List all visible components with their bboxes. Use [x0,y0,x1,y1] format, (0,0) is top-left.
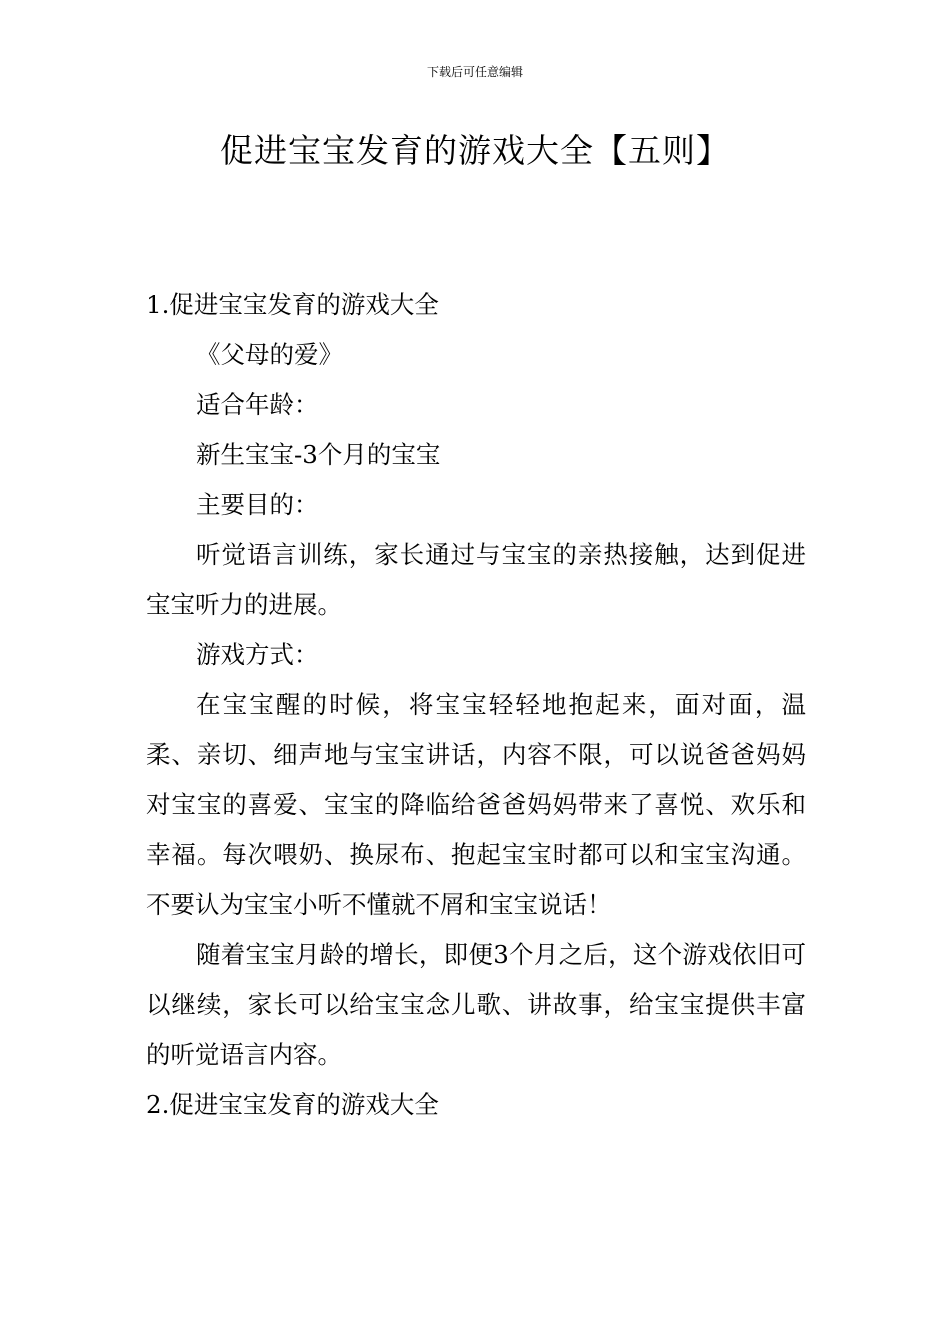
section-heading-1: 1.促进宝宝发育的游戏大全 [146,290,439,319]
purpose-value: 听觉语言训练，家长通过与宝宝的亲热接触，达到促进宝宝听力的进展。 [146,540,806,619]
method-paragraph-2: 随着宝宝月龄的增长，即便3个月之后，这个游戏依旧可以继续，家长可以给宝宝念儿歌、讲故事，给宝宝提供丰富的听觉语言内容。 [146,940,806,1069]
age-label: 适合年龄： [196,390,319,419]
game-name: 《父母的爱》 [196,340,343,369]
header-note: 下载后可任意编辑 [426,65,523,79]
page-title: 促进宝宝发育的游戏大全【五则】 [220,131,730,170]
method-paragraph-1: 在宝宝醒的时候，将宝宝轻轻地抱起来，面对面，温柔、亲切、细声地与宝宝讲话，内容不限，可以说爸爸妈妈对宝宝的喜爱、宝宝的降临给爸爸妈妈带来了喜悦、欢乐和幸福。每次喂奶、换尿布、抱起宝宝时都可以和宝宝沟通。不要认为宝宝小听不懂就不屑和宝宝说话！ [146,690,806,919]
section-heading-2: 2.促进宝宝发育的游戏大全 [146,1090,439,1119]
document-body [146,280,806,1130]
age-value: 新生宝宝-3个月的宝宝 [196,440,441,469]
purpose-label: 主要目的： [196,490,319,519]
method-label: 游戏方式： [196,640,319,669]
